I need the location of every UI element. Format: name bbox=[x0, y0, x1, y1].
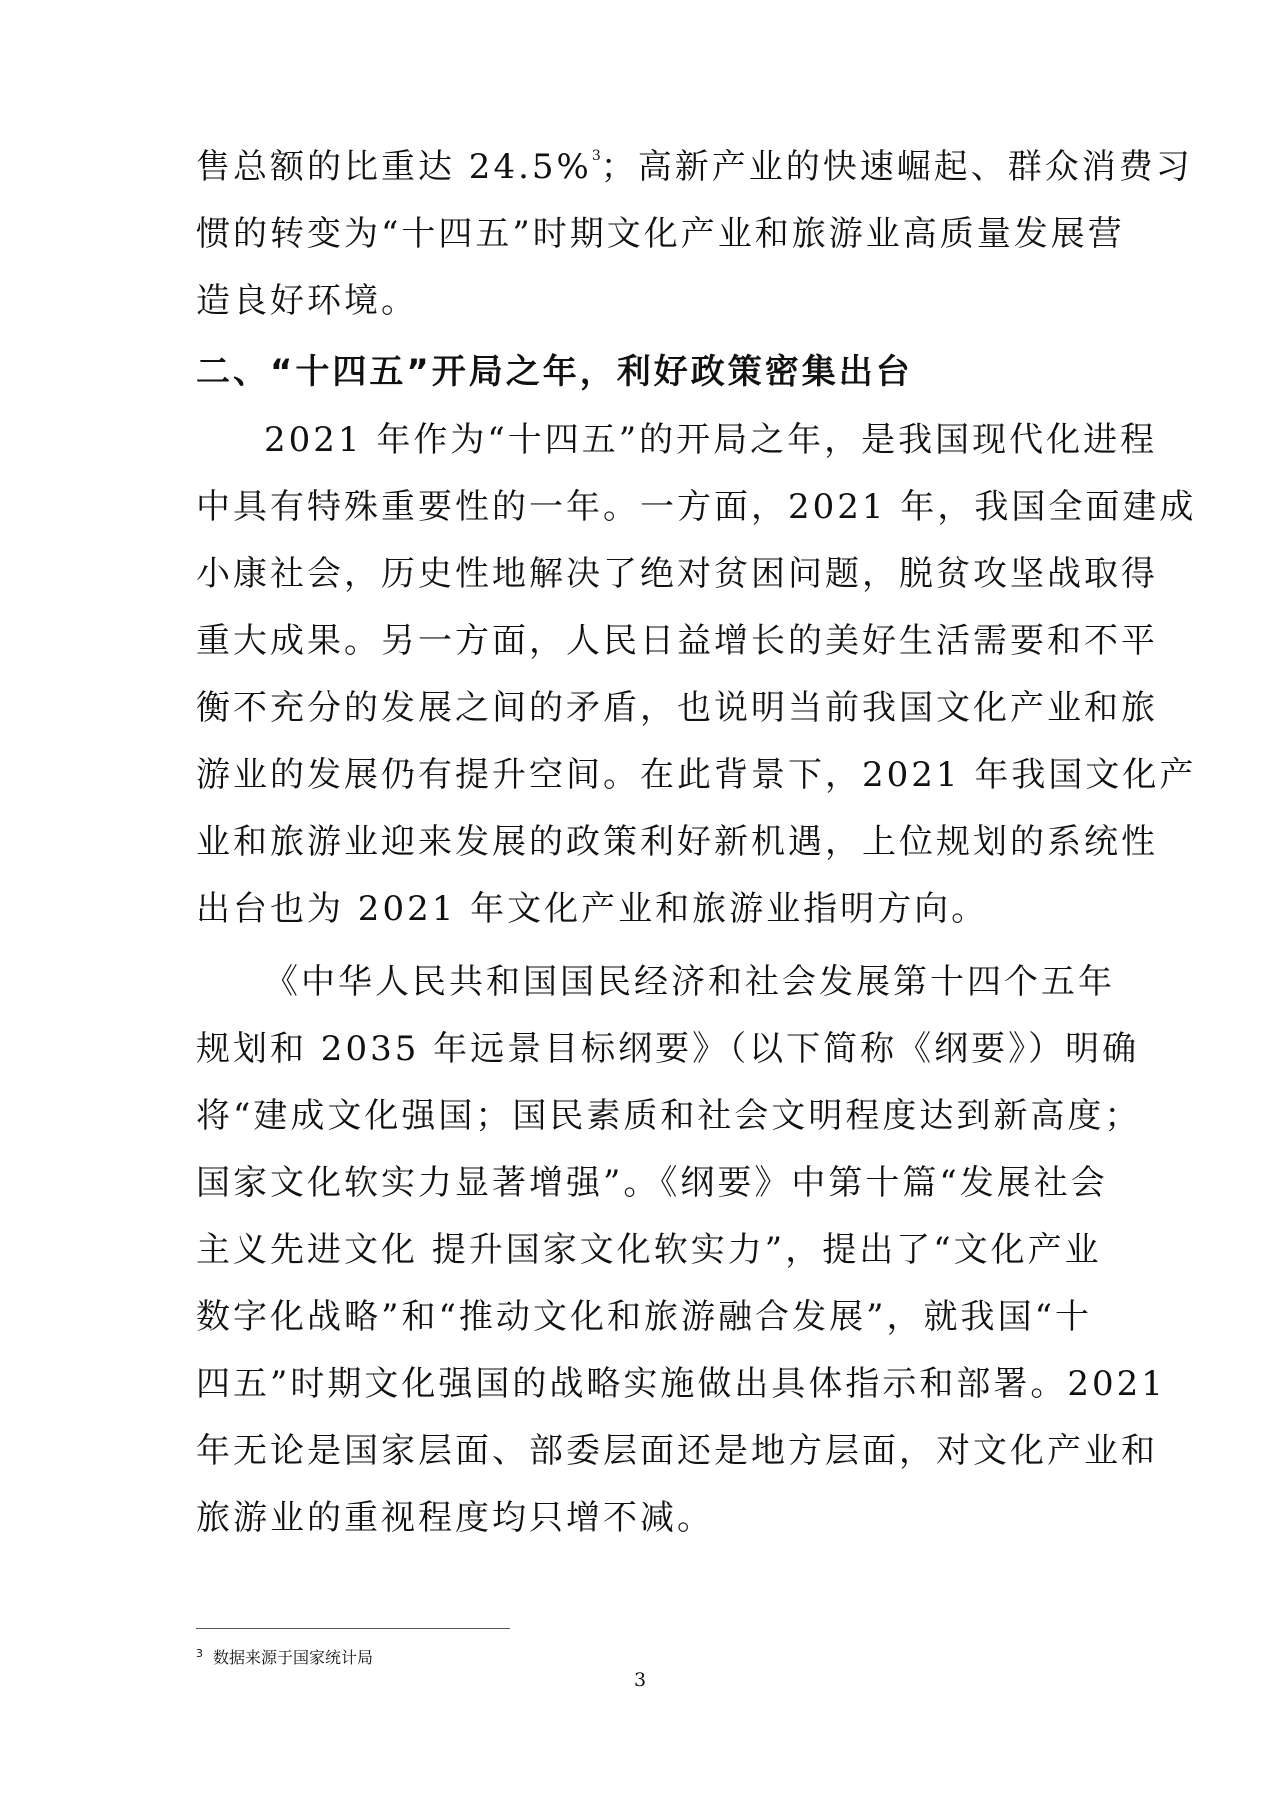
body-line: 年无论是国家层面、部委层面还是地方层面，对文化产业和 bbox=[196, 1431, 1158, 1471]
body-line: 四五”时期文化强国的战略实施做出具体指示和部署。2021 bbox=[196, 1364, 1166, 1404]
footnote-number: 3 bbox=[196, 1647, 203, 1660]
body-line: 旅游业的重视程度均只增不减。 bbox=[196, 1498, 714, 1538]
body-line: 业和旅游业迎来发展的政策利好新机遇，上位规划的系统性 bbox=[196, 822, 1158, 862]
body-line: 中具有特殊重要性的一年。一方面，2021 年，我国全面建成 bbox=[196, 487, 1197, 527]
body-line: 售总额的比重达 24.5%$^3$；高新产业的快速崛起、群众消费习 bbox=[196, 147, 1193, 187]
body-line: 惯的转变为“十四五”时期文化产业和旅游业高质量发展营 bbox=[196, 214, 1125, 254]
footnote bbox=[196, 1643, 373, 1665]
body-line: 将“建成文化强国；国民素质和社会文明程度达到新高度； bbox=[196, 1096, 1142, 1136]
body-line: 国家文化软实力显著增强”。《纲要》中第十篇“发展社会 bbox=[196, 1163, 1108, 1203]
footnote-reference[interactable]: 3 bbox=[591, 148, 601, 164]
body-line: 造良好环境。 bbox=[196, 281, 418, 321]
body-line: 出台也为 2021 年文化产业和旅游业指明方向。 bbox=[196, 889, 989, 929]
body-line: 数字化战略”和“推动文化和旅游融合发展”，就我国“十 bbox=[196, 1297, 1092, 1337]
section-heading: 二、“十四五”开局之年，利好政策密集出台 bbox=[196, 352, 913, 392]
body-line: 衡不充分的发展之间的矛盾，也说明当前我国文化产业和旅 bbox=[196, 688, 1158, 728]
footnote-divider bbox=[196, 1628, 510, 1629]
body-line: 规划和 2035 年远景目标纲要》（以下简称《纲要》）明确 bbox=[196, 1029, 1140, 1069]
body-line: 《中华人民共和国国民经济和社会发展第十四个五年 bbox=[264, 962, 1115, 1002]
body-line: 2021 年作为“十四五”的开局之年，是我国现代化进程 bbox=[264, 420, 1158, 460]
body-line: 游业的发展仍有提升空间。在此背景下，2021 年我国文化产 bbox=[196, 755, 1197, 795]
body-line: 重大成果。另一方面，人民日益增长的美好生活需要和不平 bbox=[196, 621, 1158, 661]
body-line: 小康社会，历史性地解决了绝对贫困问题，脱贫攻坚战取得 bbox=[196, 554, 1158, 594]
body-line: 主义先进文化 提升国家文化软实力”，提出了“文化产业 bbox=[196, 1230, 1102, 1270]
footnote-text: 数据来源于国家统计局 bbox=[213, 1648, 374, 1667]
page-number: 3 bbox=[633, 1669, 647, 1691]
